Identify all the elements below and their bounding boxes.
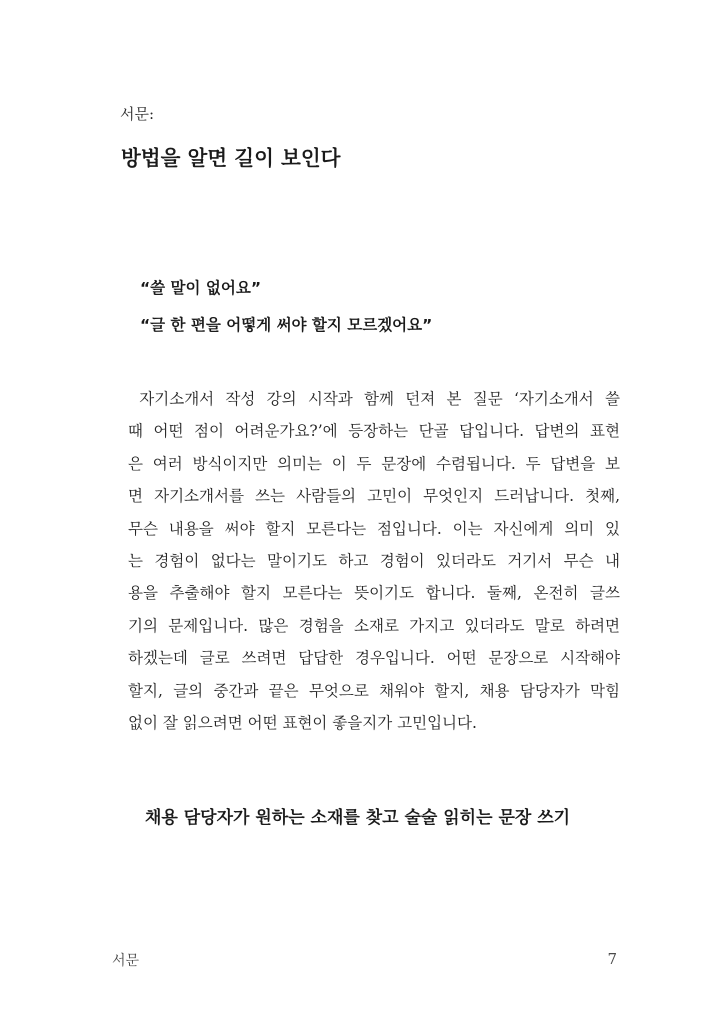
body-line: 없이 잘 읽으려면 어떤 표현이 좋을지가 고민입니다. — [128, 713, 477, 732]
chapter-title: 방법을 알면 길이 보인다 — [121, 146, 341, 170]
page-number: 7 — [607, 950, 617, 968]
body-paragraph — [128, 383, 620, 739]
body-line: 할지, 글의 중간과 끝은 무엇으로 채워야 할지, 채용 담당자가 막힘 — [128, 681, 620, 700]
body-line: 하겠는데 글로 쓰려면 답답한 경우입니다. 어떤 문장으로 시작해야 — [128, 649, 620, 668]
body-line: 때 어떤 점이 어려운가요?’에 등장하는 단골 답입니다. 답변의 표현 — [128, 422, 620, 441]
body-line: 은 여러 방식이지만 의미는 이 두 문장에 수렴됩니다. 두 답변을 보 — [128, 454, 620, 473]
quote-line: “쓸 말이 없어요” — [140, 279, 262, 297]
body-line: 는 경험이 없다는 말이기도 하고 경험이 있더라도 거기서 무슨 내 — [128, 551, 620, 570]
body-line: 면 자기소개서를 쓰는 사람들의 고민이 무엇인지 드러납니다. 첫째, — [128, 487, 620, 506]
quote-line: “글 한 편을 어떻게 써야 할지 모르겠어요” — [140, 316, 433, 334]
section-label: 서문: — [120, 105, 155, 123]
subheading: 채용 담당자가 원하는 소재를 찾고 술술 읽히는 문장 쓰기 — [145, 808, 571, 828]
body-line: 용을 추출해야 할지 모른다는 뜻이기도 합니다. 둘째, 온전히 글쓰 — [128, 584, 620, 603]
running-footer: 서문 — [112, 953, 140, 969]
body-line: 무슨 내용을 써야 할지 모른다는 점입니다. 이는 자신에게 의미 있 — [128, 519, 620, 538]
body-line: 자기소개서 작성 강의 시작과 함께 던져 본 질문 ‘자기소개서 쓸 — [128, 390, 620, 408]
body-line: 기의 문제입니다. 많은 경험을 소재로 가지고 있더라도 말로 하려면 — [128, 616, 620, 635]
